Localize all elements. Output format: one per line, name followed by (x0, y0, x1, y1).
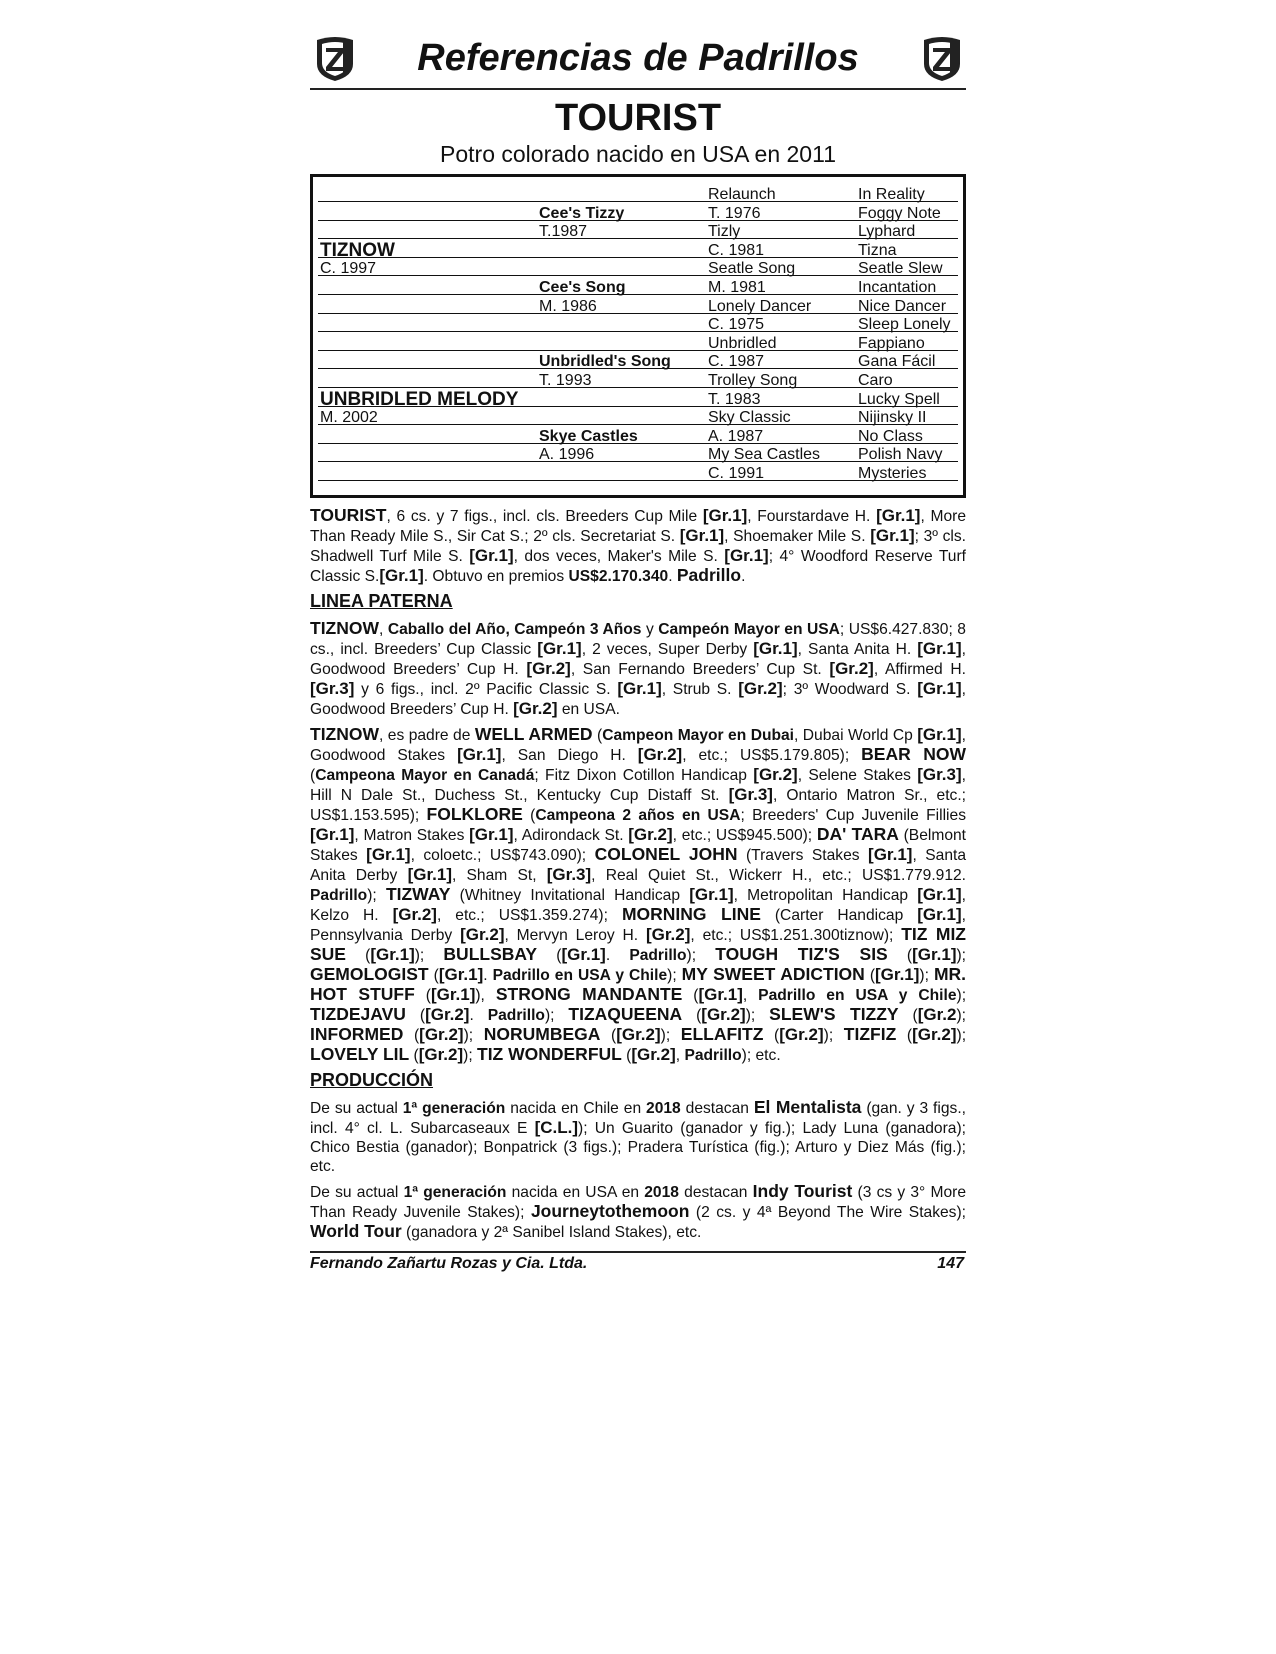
text-run: , 2 veces, Super Derby (581, 641, 754, 658)
text-run: ); (463, 1047, 477, 1064)
text-run: [Gr.2] (425, 1005, 470, 1024)
text-run: Padrillo en USA y Chile (492, 967, 668, 984)
text-run: nacida en USA en (506, 1184, 645, 1201)
pedigree-cell: Sleep Lonely (858, 316, 951, 334)
text-run: [Gr.2] (513, 699, 558, 718)
text-run: ( (682, 1007, 702, 1024)
pedigree-cell: Lyphard (858, 223, 916, 241)
text-run: [Gr.1] (457, 745, 502, 764)
text-run: ); etc. (741, 1047, 781, 1064)
pedigree-cell: M. 1981 (708, 279, 766, 296)
text-run: MORNING LINE (621, 904, 761, 924)
text-run: TIZWAY (385, 884, 451, 904)
text-run: TIZ MIZ SUE (310, 924, 966, 964)
text-run: [Gr.1] (875, 965, 920, 984)
text-run: , dos veces, Maker's Mile S. (513, 548, 725, 565)
pedigree-cell: Unbridled's Song (539, 353, 671, 371)
text-run: (Carter Handicap (760, 907, 918, 924)
text-run: (gan. y 3 figs., incl. 4° cl. L. Subarcaseaux E (310, 1100, 966, 1137)
text-run: ( (898, 1007, 918, 1024)
text-run: ); (956, 1027, 967, 1044)
text-run: , (742, 987, 759, 1004)
text-run: De su actual (310, 1100, 403, 1117)
text-run: , Matron Stakes (354, 827, 470, 844)
text-run: ( (600, 1027, 617, 1044)
text-run: [Gr.1] (366, 845, 411, 864)
text-run: ( (864, 967, 876, 984)
pedigree-cell: Fappiano (858, 334, 925, 352)
text-run: TIZNOW (310, 618, 380, 638)
pedigree-cell: Sky Classic (708, 409, 791, 427)
pedigree-row (318, 349, 958, 369)
text-run: (2 cs. y 4ª Beyond The Wire Stakes); (689, 1204, 966, 1221)
text-run: BULLSBAY (443, 944, 538, 964)
text-run: [Gr.1] (310, 825, 355, 844)
text-run: [Gr.1] (430, 985, 476, 1004)
text-run: , 6 cs. y 7 figs., incl. cls. Breeders Cup Mile (386, 508, 703, 525)
text-run: ( (887, 947, 913, 964)
text-run: , Shoemaker Mile S. (724, 528, 871, 545)
text-run: [Gr.1] (469, 546, 514, 565)
pedigree-cell: UNBRIDLED MELODY (320, 388, 519, 410)
text-run: , Goodwood Breeders’ Cup H. (310, 681, 966, 718)
text-run: ); (745, 1007, 770, 1024)
pedigree-row (318, 331, 958, 351)
text-run: (Whitney Invitational Handicap (450, 887, 690, 904)
pedigree-cell: Relaunch (708, 186, 776, 203)
text-run: TIZFIZ (843, 1024, 897, 1044)
text-run: , Santa Anita Derby (310, 847, 967, 884)
text-run: y 6 figs., incl. 2º Pacific Classic S. (354, 681, 618, 698)
text-run: TOURIST (310, 505, 387, 525)
text-run: GEMOLOGIST (310, 964, 429, 984)
text-run: , Pennsylvania Derby (310, 907, 966, 944)
text-run: , etc.; US$1.251.300tiznow); (690, 927, 902, 944)
text-run: [Gr.1] (617, 679, 662, 698)
text-run: , Affirmed H. (873, 661, 966, 678)
text-run: ( (522, 807, 536, 824)
pedigree-cell: Lucky Spell (858, 390, 940, 408)
pedigree-cell: My Sea Castles (708, 446, 821, 464)
text-run: , (675, 1047, 685, 1064)
text-run: 1ª generación (402, 1100, 506, 1117)
text-run: [Gr.1] (702, 506, 748, 525)
pedigree-cell: Skye Castles (539, 427, 638, 445)
text-run: (Travers Stakes (737, 847, 869, 864)
text-run: [Gr.1] (370, 945, 415, 964)
text-run: Padrillo (310, 887, 368, 904)
text-run: Indy Tourist (752, 1181, 853, 1201)
production-usa-paragraph (310, 1182, 966, 1242)
pedigree-row (318, 368, 958, 388)
text-run: ; 4° Woodford Reserve Turf Classic S. (310, 548, 966, 585)
text-run: ); (667, 967, 682, 984)
text-run: , Santa Anita H. (797, 641, 918, 658)
text-run: , es padre de (379, 727, 475, 744)
text-run: TOUGH TIZ'S SIS (715, 944, 888, 964)
text-run: TIZ WONDERFUL (477, 1044, 622, 1064)
production-chile-paragraph (310, 1098, 966, 1176)
text-run: Campeona 2 años en USA (535, 807, 741, 824)
pedigree-cell: C. 1981 (708, 241, 765, 259)
pedigree-table (310, 174, 966, 498)
text-run: El Mentalista (753, 1097, 862, 1117)
text-run: COLONEL JOHN (594, 844, 738, 864)
text-run: [Gr.1] (912, 945, 957, 964)
text-run: ( (405, 1007, 426, 1024)
text-run: ( (537, 947, 562, 964)
progeny-paragraph (310, 725, 966, 1065)
text-run: [Gr.3] (917, 765, 962, 784)
page-header (310, 30, 966, 90)
text-run: ); (544, 1007, 569, 1024)
horse-name: TOURIST (554, 97, 722, 139)
text-run: , Fourstardave H. (747, 508, 877, 525)
pedigree-cell: Seatle Song (708, 260, 796, 278)
text-run: [Gr.1] (753, 639, 798, 658)
text-run: ); (956, 1007, 967, 1024)
pedigree-cell: Polish Navy (858, 446, 943, 464)
text-run: BEAR NOW (861, 744, 967, 764)
pedigree-row (318, 256, 958, 276)
text-run: [Gr.1] (689, 885, 734, 904)
text-run: ); (367, 887, 386, 904)
footer-company: Fernando Zañartu Rozas y Cia. Ltda. (310, 1255, 588, 1272)
section-title-paternal-line: LINEA PATERNA (310, 591, 453, 611)
horse-description: Potro colorado nacido en USA en 2011 (440, 141, 836, 167)
pedigree-cell: Gana Fácil (858, 353, 936, 371)
pedigree-cell: TIZNOW (320, 239, 395, 261)
pedigree-cell: A. 1996 (539, 446, 595, 464)
pedigree-cell: Tizna (858, 241, 897, 259)
text-run: Campeon Mayor en Dubai (602, 727, 795, 744)
pedigree-row (318, 461, 958, 481)
pedigree-cell: C. 1987 (708, 353, 765, 371)
pedigree-cell: A. 1987 (708, 427, 764, 445)
pedigree-row (318, 219, 958, 239)
pedigree-cell: Unbridled (708, 334, 777, 352)
text-run: ( (414, 987, 431, 1004)
pedigree-cell: T.1987 (539, 223, 588, 241)
pedigree-cell: C. 1997 (320, 260, 377, 278)
text-run: [Gr.2] (753, 765, 798, 784)
text-run: [Gr.2] (616, 1025, 661, 1044)
pedigree-cell: M. 2002 (320, 409, 378, 427)
text-run: INFORMED (310, 1024, 404, 1044)
pedigree-cell: Nice Dancer (858, 297, 947, 315)
text-run: [Gr.1] (917, 679, 962, 698)
text-run: . (668, 568, 677, 585)
text-run: , Selene Stakes (797, 767, 918, 784)
text-run: ; US$6.427.830; 8 cs., incl. Breeders’ Cup Classic (310, 621, 966, 658)
text-run: 1ª generación (403, 1184, 507, 1201)
text-run: ( (763, 1027, 780, 1044)
text-run: ), (475, 987, 496, 1004)
text-run: , Metropolitan Handicap (733, 887, 918, 904)
text-run: ( (403, 1027, 420, 1044)
text-run: MR. HOT STUFF (310, 964, 967, 1004)
text-run: [Gr.2] (701, 1005, 746, 1024)
text-run: nacida en Chile en (505, 1100, 647, 1117)
text-run: , Strub S. (661, 681, 739, 698)
text-run: [Gr.1] (698, 985, 743, 1004)
text-run: ( (896, 1027, 913, 1044)
text-run: , Kelzo H. (310, 887, 966, 924)
text-run: [Gr.3] (728, 785, 773, 804)
text-run: ); (823, 1027, 844, 1044)
text-run: ); (956, 987, 967, 1004)
text-run: Padrillo (684, 1047, 742, 1064)
pedigree-cell: T. 1993 (539, 372, 592, 389)
text-run: ; 3º cls. Shadwell Turf Mile S. (310, 528, 967, 565)
pedigree-row (318, 312, 958, 332)
text-run: [Gr.2] (646, 925, 691, 944)
text-run: [Gr.3] (546, 865, 592, 884)
text-run: NORUMBEGA (483, 1024, 601, 1044)
text-run: (3 cs y 3° More Than Ready Juvenile Stakes); (310, 1184, 966, 1221)
text-run: DA' TARA (816, 824, 899, 844)
text-run: US$2.170.340 (568, 568, 669, 585)
text-run: Campeona Mayor en Canadá (315, 767, 535, 784)
text-run: ( (409, 1047, 419, 1064)
text-run: [Gr.2] (419, 1025, 464, 1044)
pedigree-cell: Lonely Dancer (708, 297, 812, 315)
pedigree-cell: Tizly (708, 223, 741, 241)
text-run: . (469, 1007, 488, 1024)
text-run: [Gr.2] (637, 745, 683, 764)
text-run: , More Than Ready Mile S., Sir Cat S.; 2º cls. Secretariat S. (310, 508, 967, 545)
text-run: , Real Quiet St., Wickerr H., etc.; US$1.779.912. (591, 867, 966, 884)
pedigree-cell: In Reality (858, 186, 925, 203)
text-run: , Adirondack St. (513, 827, 629, 844)
summary-paragraph (310, 506, 966, 586)
text-run: [Gr.2] (392, 905, 437, 924)
text-run: Caballo del Año, Campeón 3 Años (387, 621, 642, 638)
text-run: 2018 (646, 1100, 681, 1117)
text-run: [Gr.2] (628, 825, 673, 844)
text-run: ); (956, 947, 967, 964)
text-run: . (483, 967, 493, 984)
pedigree-cell: M. 1986 (539, 297, 597, 315)
text-run: [Gr.3] (310, 679, 355, 698)
text-run: SLEW'S TIZZY (769, 1004, 899, 1024)
page-number: 147 (937, 1255, 964, 1272)
pedigree-cell: C. 1991 (708, 465, 765, 482)
pedigree-cell: T. 1983 (708, 390, 761, 408)
text-run: destacan (680, 1100, 754, 1117)
text-run: ; Breeders' Cup Juvenile Fillies (740, 807, 966, 824)
text-run: [Gr.2] (460, 925, 505, 944)
text-run: [Gr.1] (537, 639, 582, 658)
text-run: [Gr.1] (917, 639, 962, 658)
text-run: [Gr.1] (561, 945, 606, 964)
pedigree-cell: Seatle Slew (858, 260, 943, 278)
text-run: [Gr.1] (876, 506, 921, 525)
text-run: [Gr.1] (870, 526, 915, 545)
text-run: . (741, 568, 746, 585)
text-run: , Dubai World Cp (794, 727, 918, 744)
pedigree-row (318, 387, 958, 410)
text-run: [Gr.1] (917, 725, 962, 744)
pedigree-cell: Incantation (858, 279, 937, 296)
text-run: [Gr.1] (917, 885, 962, 904)
text-run: [Gr.1] (407, 865, 452, 884)
text-run: ; 3º Woodward S. (782, 681, 918, 698)
text-run: ); Un Guarito (ganador y fig.); Lady Luna (ganadora); Chico Bestia (ganador); Bonpatrick (3 figs.); Pradera Turística (fig.); Arturo y Diez Más (fig.); etc. (310, 1120, 966, 1175)
text-run: [Gr.2] (631, 1045, 676, 1064)
text-run: [Gr.2] (526, 659, 571, 678)
text-run: [Gr.1] (724, 546, 769, 565)
pedigree-cell: Caro (858, 372, 893, 389)
text-run: [Gr.1] (379, 566, 424, 585)
text-run: , Goodwood Breeders’ Cup H. (310, 641, 966, 678)
text-run: ); (660, 1027, 681, 1044)
text-run: Journeytothemoon (530, 1201, 690, 1221)
pedigree-cell: C. 1975 (708, 316, 765, 334)
text-run: [Gr.1] (438, 965, 484, 984)
section-title-production: PRODUCCIÓN (310, 1070, 434, 1090)
pedigree-row (318, 424, 958, 444)
text-run: , San Fernando Breeders’ Cup St. (570, 661, 830, 678)
text-run: , coloetc.; US$743.090); (410, 847, 595, 864)
pedigree-row (318, 405, 958, 425)
text-run: TIZNOW (310, 724, 380, 744)
text-run: , (379, 621, 388, 638)
text-run: , Goodwood Stakes (310, 727, 966, 764)
text-run: , Mervyn Leroy H. (504, 927, 646, 944)
text-run: ( (345, 947, 371, 964)
text-run: [Gr.1] (679, 526, 725, 545)
text-run: (ganadora y 2ª Sanibel Island Stakes), etc. (401, 1224, 702, 1241)
text-run: ( (310, 767, 316, 784)
text-run: Padrillo (487, 1007, 545, 1024)
text-run: , Sham St, (451, 867, 547, 884)
pedigree-cell: Mysteries (858, 465, 927, 482)
pedigree-cell: Nijinsky II (858, 409, 927, 427)
text-run: WELL ARMED (474, 724, 593, 744)
text-run: STRONG MANDANTE (495, 984, 683, 1004)
text-run: TIZAQUEENA (568, 1004, 683, 1024)
text-run: [Gr.2] (912, 1025, 957, 1044)
text-run: [Gr.2] (829, 659, 874, 678)
text-run: ( (621, 1047, 632, 1064)
page-footer (310, 1251, 966, 1275)
text-run: Padrillo (629, 947, 687, 964)
text-run: MY SWEET ADICTION (681, 964, 865, 984)
zr-logo-icon (920, 34, 964, 82)
document-page (310, 30, 966, 1248)
text-run: [Gr.2] (779, 1025, 824, 1044)
text-run: [Gr.2] (738, 679, 783, 698)
text-run: ELLAFITZ (680, 1024, 764, 1044)
text-run: en USA. (557, 701, 620, 718)
article-body (310, 506, 966, 1242)
text-run: ); (463, 1027, 484, 1044)
text-run: , Hill N Dale St., Duchess St., Kentucky Cup Distaff St. (310, 767, 966, 804)
pedigree-cell: Foggy Note (858, 204, 941, 222)
text-run: Padrillo (676, 565, 742, 585)
text-run: [Gr.1] (917, 905, 962, 924)
pedigree-row (318, 238, 958, 261)
text-run: [Gr.1] (469, 825, 514, 844)
text-run: Padrillo en USA y Chile (758, 987, 957, 1004)
text-run: [C.L.] (534, 1118, 579, 1137)
page-title: Referencias de Padrillos (417, 37, 859, 79)
pedigree-cell: Cee's Tizzy (539, 204, 625, 222)
pedigree-row (318, 442, 958, 462)
text-run: ; Fitz Dixon Cotillon Handicap (534, 767, 754, 784)
pedigree-cell: T. 1976 (708, 204, 761, 222)
text-run: (Belmont Stakes (310, 827, 966, 864)
pedigree-row (318, 201, 958, 221)
pedigree-row (318, 294, 958, 314)
text-run: De su actual (310, 1184, 404, 1201)
pedigree-cell: Trolley Song (708, 372, 798, 389)
text-run: [Gr.1] (868, 845, 913, 864)
pedigree-cell: No Class (858, 427, 923, 445)
text-run: , Ontario Matron Sr., etc.; US$1.153.595); (310, 787, 966, 824)
pedigree-row (318, 182, 958, 202)
text-run: [Gr.2] (418, 1045, 464, 1064)
text-run: FOLKLORE (426, 804, 523, 824)
text-run: , etc.; US$5.179.805); (682, 747, 862, 764)
text-run: , etc.; US$945.500); (672, 827, 817, 844)
text-run: ); (414, 947, 444, 964)
text-run: 2018 (644, 1184, 679, 1201)
text-run: y (641, 621, 659, 638)
pedigree-cell: Cee's Song (539, 279, 626, 296)
text-run: ( (592, 727, 603, 744)
sire-paragraph (310, 619, 966, 719)
text-run: ); (919, 967, 934, 984)
pedigree-row (318, 275, 958, 295)
text-run: TIZDEJAVU (310, 1004, 406, 1024)
text-run: destacan (678, 1184, 753, 1201)
text-run: . (605, 947, 630, 964)
text-run: ); (686, 947, 716, 964)
text-run: [Gr.2 (917, 1005, 957, 1024)
text-run: World Tour (310, 1221, 402, 1241)
text-run: , etc.; US$1.359.274); (436, 907, 622, 924)
text-run: Campeón Mayor en USA (658, 621, 840, 638)
text-run: , San Diego H. (501, 747, 638, 764)
text-run: ( (428, 967, 439, 984)
text-run: ( (682, 987, 699, 1004)
text-run: . Obtuvo en premios (423, 568, 569, 585)
zr-logo-icon (313, 34, 357, 82)
text-run: LOVELY LIL (310, 1044, 410, 1064)
